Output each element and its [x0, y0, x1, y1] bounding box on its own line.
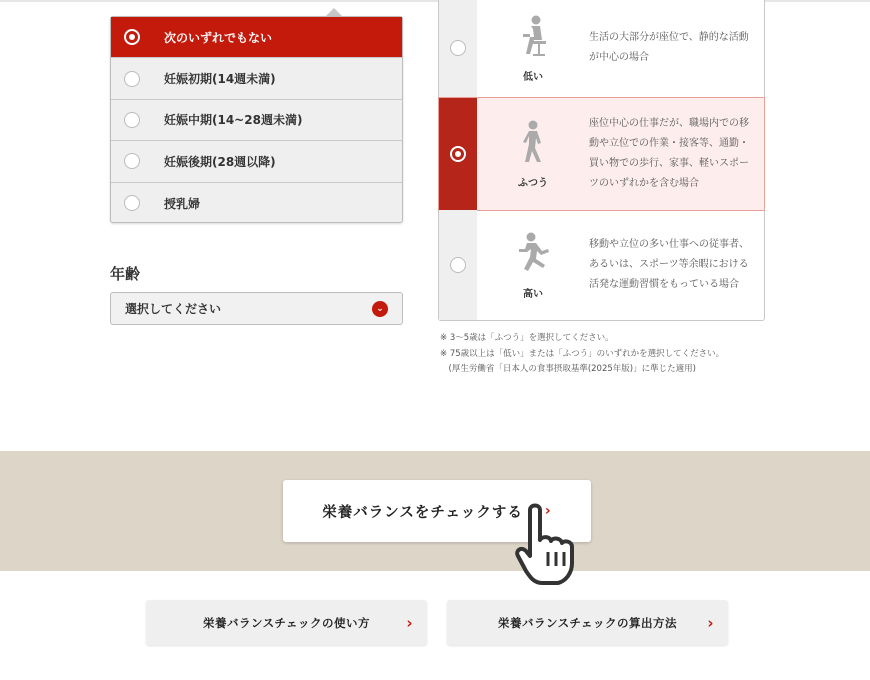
activity-option-low[interactable] [439, 0, 764, 98]
option-label: 妊娠中期(14~28週未満) [164, 113, 303, 128]
activity-option-normal[interactable] [439, 98, 764, 210]
note-line: ※ 75歳以上は「低い」または「ふつう」のいずれかを選択してください。 [440, 348, 725, 359]
how-to-use-button[interactable] [146, 600, 427, 645]
dropdown-pointer [326, 8, 342, 16]
age-select[interactable] [110, 292, 403, 325]
radio-column [439, 0, 477, 98]
activity-description: 生活の大部分が座位で、静的な活動が中心の場合 [589, 32, 749, 63]
status-option-none[interactable] [111, 17, 402, 58]
status-dropdown-list [110, 16, 403, 223]
chevron-right-icon: › [544, 503, 552, 519]
activity-level-label: ふつう [518, 177, 548, 189]
option-label: 授乳婦 [164, 196, 201, 211]
radio-icon [450, 257, 466, 273]
running-person-icon [513, 231, 553, 279]
chevron-right-icon: › [707, 613, 714, 632]
hand-pointer-cursor-icon [514, 500, 586, 588]
radio-selected-icon [450, 146, 466, 162]
note-line: (厚生労働省「日本人の食事摂取基準(2025年版)」に準じた適用) [440, 364, 696, 374]
activity-level-label: 低い [523, 71, 543, 83]
calculation-method-label: 栄養バランスチェックの算出方法 [497, 615, 678, 630]
activity-level-card [438, 0, 765, 321]
activity-figure [477, 98, 589, 210]
sitting-person-icon [513, 14, 553, 62]
radio-icon [124, 153, 140, 169]
activity-description: 座位中心の仕事だが、職場内での移動や立位での作業・接客等、通勤・買い物での歩行、家事、軽いスポーツのいずれかを含む場合 [589, 118, 749, 189]
activity-description: 移動や立位の多い仕事への従事者、あるいは、スポーツ等余暇における活発な運動習慣をもっている場合 [589, 239, 749, 290]
calculation-method-button[interactable] [447, 600, 728, 645]
walking-person-icon [513, 120, 553, 168]
status-option-late-pregnancy[interactable] [111, 141, 402, 182]
activity-figure [477, 210, 589, 320]
radio-column [439, 98, 477, 210]
radio-icon [450, 40, 466, 56]
radio-icon [124, 195, 140, 211]
radio-column [439, 210, 477, 320]
status-option-lactating[interactable] [111, 183, 402, 224]
radio-icon [124, 112, 140, 128]
option-label: 妊娠後期(28週以降) [164, 154, 276, 169]
age-select-value: 選択してください [125, 302, 222, 316]
activity-option-high[interactable] [439, 210, 764, 320]
option-label: 妊娠初期(14週未満) [164, 72, 276, 87]
activity-figure [477, 0, 589, 98]
age-label: 年齢 [110, 265, 141, 283]
chevron-down-icon: ⌄ [372, 301, 388, 317]
status-option-mid-pregnancy[interactable] [111, 100, 402, 141]
check-balance-label: 栄養バランスをチェックする [322, 504, 523, 521]
activity-level-label: 高い [523, 288, 543, 300]
note-line: ※ 3～5歳は「ふつう」を選択してください。 [440, 333, 614, 343]
status-option-early-pregnancy[interactable] [111, 58, 402, 99]
chevron-right-icon: › [406, 613, 413, 632]
activity-notes [440, 331, 724, 378]
radio-selected-icon [124, 29, 140, 45]
option-label: 次のいずれでもない [164, 30, 273, 45]
how-to-use-label: 栄養バランスチェックの使い方 [202, 615, 371, 630]
radio-icon [124, 71, 140, 87]
